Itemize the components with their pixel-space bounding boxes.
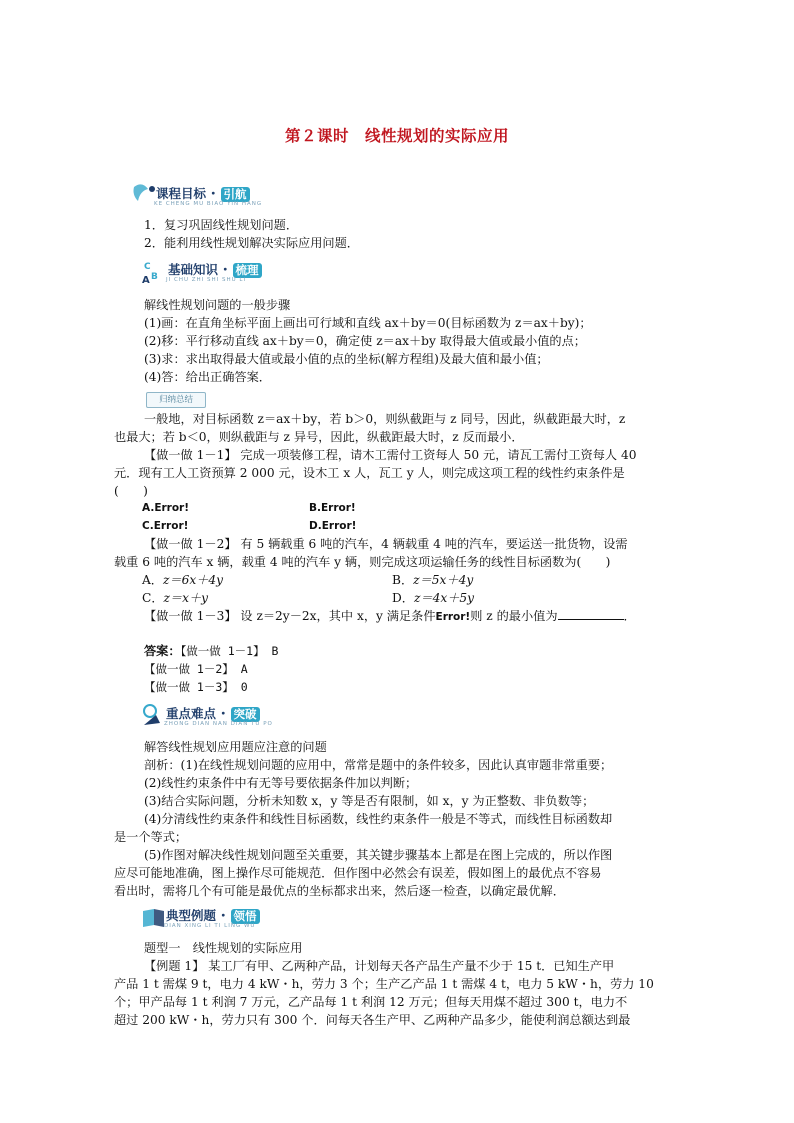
- option-d: D．z＝4x＋5y: [392, 591, 475, 605]
- summary-tag: 归纳总结: [146, 392, 206, 408]
- step-item: (4)答：给出正确答案．: [144, 370, 271, 384]
- answers-line: 答案：【做一做 1－1】 B: [144, 644, 279, 658]
- section-badge: 引航: [221, 187, 250, 202]
- difficult-line: 剖析：(1)在线性规划问题的应用中，常常是题中的条件较多，因此认真审题非常重要；: [144, 758, 613, 772]
- section-pinyin: ZHONG DIAN NAN DIAN TU PO: [164, 721, 273, 727]
- difficult-line: (5)作图对解决线性规划问题至关重要，其关键步骤基本上都是在图上完成的，所以作图: [144, 848, 613, 862]
- difficult-line: (3)结合实际问题，分析未知数 x，y 等是否有限制，如 x，y 为正整数、非负数等；: [144, 794, 595, 808]
- section-header-difficult: [140, 701, 300, 731]
- option-b: B.Error!: [309, 502, 356, 514]
- difficult-line: 看出时，需将几个有可能是最优点的坐标都求出来，然后逐一检查，以确定最优解．: [114, 884, 565, 898]
- exercise-1-2-text: 【做一做 1－2】 有 5 辆载重 6 吨的汽车，4 辆载重 4 吨的汽车，要运送一批货物，设需: [144, 537, 628, 551]
- option-d: D.Error!: [309, 520, 357, 532]
- goal-item: 2．能利用线性规划解决实际应用问题．: [144, 236, 359, 250]
- answer-blank: [558, 607, 624, 620]
- step-item: (1)画：在直角坐标平面上画出可行域和直线 ax＋by＝0(目标函数为 z＝ax＋by)；: [144, 316, 592, 330]
- example-line: 个；甲产品每 1 t 利润 7 万元，乙产品每 1 t 利润 12 万元；但每天用煤不超过 300 t，电力不: [114, 995, 628, 1009]
- exercise-1-2-text: 载重 6 吨的汽车 x 辆，载重 4 吨的汽车 y 辆，则完成这项运输任务的线性目标函数为( ): [114, 555, 611, 569]
- section-pinyin: DIAN XING LI TI LING WU: [164, 923, 256, 929]
- difficult-heading: 解答线性规划应用题应注意的问题: [144, 740, 327, 754]
- section-label: 典型例题・ 领悟: [166, 906, 260, 924]
- section-badge: 突破: [231, 707, 260, 722]
- section-header-basics: [142, 257, 292, 287]
- example-line: 超过 200 kW・h，劳力只有 300 个．问每天各生产甲、乙两种产品多少，能使利润总额达到最: [114, 1013, 631, 1027]
- section-badge: 梳理: [233, 263, 262, 278]
- section-header-goals: [130, 181, 280, 211]
- section-badge: 领悟: [231, 909, 260, 924]
- difficult-line: 是一个等式；: [114, 830, 188, 844]
- section-label: 重点难点・ 突破: [166, 704, 260, 722]
- page-title: 第２课时 线性规划的实际应用: [284, 127, 509, 145]
- option-b: B．z＝5x＋4y: [392, 573, 474, 587]
- answer-item: 【做一做 1－2】 A: [144, 662, 248, 676]
- difficult-line: 应尽可能地准确，图上操作尽可能规范．但作图中必然会有误差，假如图上的最优点不容易: [114, 866, 602, 880]
- example-line: 【例题 1】 某工厂有甲、乙两种产品，计划每天各产品生产量不少于 15 t．已知生产甲: [144, 959, 615, 973]
- difficult-line: (2)线性约束条件中有无等号要依据条件加以判断；: [144, 776, 418, 790]
- svg-text:C: C: [144, 262, 151, 272]
- section-label: 课程目标・ 引航: [156, 184, 250, 202]
- summary-line: 一般地，对目标函数 z＝ax＋by，若 b＞0，则纵截距与 z 同号，因此，纵截距最大时，z: [144, 412, 626, 426]
- option-a: A.Error!: [142, 502, 190, 514]
- step-item: (2)移：平行移动直线 ax＋by＝0，确定使 z＝ax＋by 取得最大值或最小值的点；: [144, 334, 586, 348]
- step-item: (3)求：求出取得最大值或最小值的点的坐标(解方程组)及最大值和最小值；: [144, 352, 549, 366]
- answer-item: 【做一做 1－3】 0: [144, 680, 248, 694]
- section-header-examples: [140, 903, 300, 933]
- goal-item: 1．复习巩固线性规划问题．: [144, 218, 299, 232]
- option-a: A．z＝6x＋4y: [142, 573, 224, 587]
- exercise-1-1-text: 元．现有工人工资预算 2 000 元，设木工 x 人，瓦工 y 人，则完成这项工程的线性约束条件是: [114, 466, 625, 480]
- summary-line: 也最大；若 b＜0，则纵截距与 z 异号，因此，纵截距最大时，z 反而最小．: [114, 430, 524, 444]
- option-c: C．z＝x＋y: [142, 591, 209, 605]
- option-c: C.Error!: [142, 520, 189, 532]
- svg-text:A: A: [142, 275, 150, 286]
- section-pinyin: JI CHU ZHI SHI SHU LI: [166, 277, 247, 283]
- exercise-1-1-text: ( ): [114, 484, 148, 498]
- section-label: 基础知识・ 梳理: [168, 260, 262, 278]
- exercise-1-1-text: 【做一做 1－1】 完成一项装修工程，请木工需付工资每人 50 元，请瓦工需付工资每人 40: [144, 448, 637, 462]
- svg-text:B: B: [151, 272, 158, 282]
- difficult-line: (4)分清线性约束条件和线性目标函数，线性约束条件一般是不等式，而线性目标函数却: [144, 812, 613, 826]
- steps-heading: 解线性规划问题的一般步骤: [144, 298, 291, 312]
- type1-heading: 题型一 线性规划的实际应用: [144, 941, 303, 955]
- section-pinyin: KE CHENG MU BIAO YIN HANG: [154, 201, 263, 207]
- exercise-1-3-text: 【做一做 1－3】 设 z＝2y－2x，其中 x，y 满足条件Error!则 z 的最小值为 ．: [144, 609, 636, 623]
- example-line: 产品 1 t 需煤 9 t，电力 4 kW・h，劳力 3 个；生产乙产品 1 t 需煤 4 t，电力 5 kW・h，劳力 10: [114, 977, 654, 991]
